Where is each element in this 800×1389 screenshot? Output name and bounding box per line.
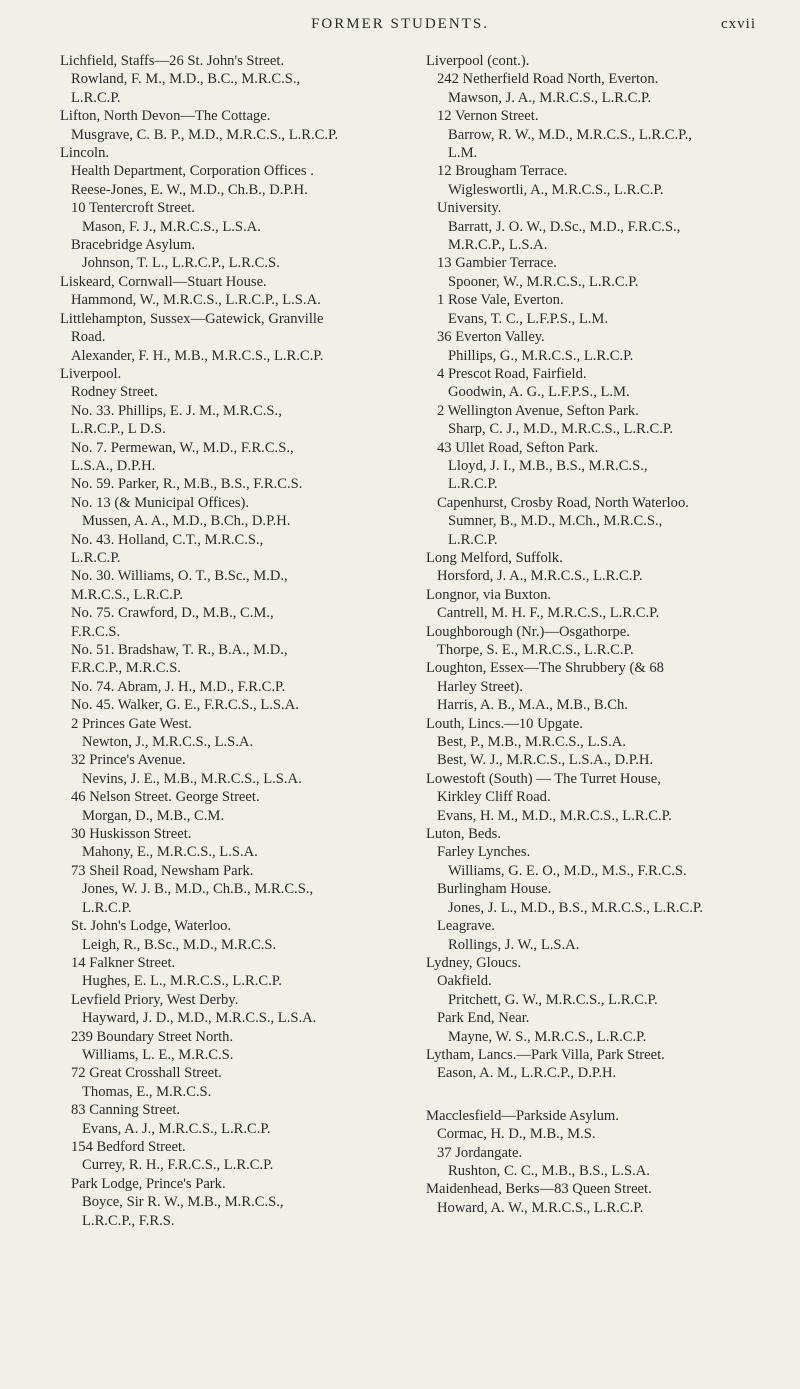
entry-subline: L.M. bbox=[448, 145, 478, 162]
entry-line: University. bbox=[437, 200, 502, 217]
entry-line: 1 Rose Vale, Everton. bbox=[437, 292, 564, 309]
entry-line: No. 33. Phillips, E. J. M., M.R.C.S., bbox=[71, 402, 282, 419]
entry-subline: Jones, J. L., M.D., B.S., M.R.C.S., L.R.C.P. bbox=[448, 899, 704, 916]
entry-subline: Mahony, E., M.R.C.S., L.S.A. bbox=[82, 844, 258, 861]
entry-line: 43 Ullet Road, Sefton Park. bbox=[437, 439, 599, 456]
place-heading: Lifton, North Devon—The Cottage. bbox=[60, 108, 271, 125]
entry-subline: L.R.C.P. bbox=[448, 531, 498, 548]
running-header bbox=[0, 12, 800, 42]
entry-line: No. 13 (& Municipal Offices). bbox=[71, 494, 250, 511]
entry-line: Oakfield. bbox=[437, 973, 492, 990]
entry-line: Cormac, H. D., M.B., M.S. bbox=[437, 1126, 596, 1143]
entry-subline: Mussen, A. A., M.D., B.Ch., D.P.H. bbox=[82, 513, 291, 530]
entry-line: Howard, A. W., M.R.C.S., L.R.C.P. bbox=[437, 1199, 644, 1216]
right-column bbox=[426, 52, 766, 1217]
entry-line: L.R.C.P. bbox=[71, 549, 121, 566]
place-heading: Lydney, Gloucs. bbox=[426, 954, 522, 971]
entry-subline: Evans, T. C., L.F.P.S., L.M. bbox=[448, 310, 609, 327]
entry-line: Reese-Jones, E. W., M.D., Ch.B., D.P.H. bbox=[71, 181, 308, 198]
entry-line: 154 Bedford Street. bbox=[71, 1138, 186, 1155]
entry-subline: Jones, W. J. B., M.D., Ch.B., M.R.C.S., bbox=[82, 881, 314, 898]
place-heading: Loughton, Essex—The Shrubbery (& 68 bbox=[426, 660, 664, 677]
entry-subline: Johnson, T. L., L.R.C.P., L.R.C.S. bbox=[82, 255, 280, 272]
entry-line: Park Lodge, Prince's Park. bbox=[71, 1175, 226, 1192]
entry-line: Evans, H. M., M.D., M.R.C.S., L.R.C.P. bbox=[437, 807, 672, 824]
entry-line: Health Department, Corporation Offices . bbox=[71, 163, 314, 180]
entry-line: Harley Street). bbox=[437, 678, 523, 695]
entry-line: M.R.C.S., L.R.C.P. bbox=[71, 586, 183, 603]
entry-line: Leagrave. bbox=[437, 918, 495, 935]
place-heading: Macclesfield—Parkside Asylum. bbox=[426, 1107, 619, 1124]
entry-line: Hammond, W., M.R.C.S., L.R.C.P., L.S.A. bbox=[71, 292, 321, 309]
entry-subline: Mayne, W. S., M.R.C.S., L.R.C.P. bbox=[448, 1028, 647, 1045]
entry-line: No. 51. Bradshaw, T. R., B.A., M.D., bbox=[71, 642, 288, 658]
entry-subline: Barratt, J. O. W., D.Sc., M.D., F.R.C.S., bbox=[448, 218, 681, 235]
place-heading: Loughborough (Nr.)—Osgathorpe. bbox=[426, 623, 630, 640]
place-heading: Maidenhead, Berks—83 Queen Street. bbox=[426, 1181, 652, 1198]
entry-line: 242 Netherfield Road North, Everton. bbox=[437, 71, 659, 88]
entry-line: Horsford, J. A., M.R.C.S., L.R.C.P. bbox=[437, 568, 643, 585]
entry-line: Alexander, F. H., M.B., M.R.C.S., L.R.C.P. bbox=[71, 347, 324, 364]
entry-subline: Barrow, R. W., M.D., M.R.C.S., L.R.C.P., bbox=[448, 126, 692, 143]
entry-line: F.R.C.S. bbox=[71, 623, 121, 640]
entry-subline: Mawson, J. A., M.R.C.S., L.R.C.P. bbox=[448, 89, 652, 106]
place-heading: Longnor, via Buxton. bbox=[426, 586, 552, 603]
place-heading: Lytham, Lancs.—Park Villa, Park Street. bbox=[426, 1046, 665, 1063]
entry-line: 12 Vernon Street. bbox=[437, 108, 539, 125]
entry-line: 36 Everton Valley. bbox=[437, 329, 545, 346]
entry-line: 83 Canning Street. bbox=[71, 1102, 181, 1119]
page-number: cxvii bbox=[721, 16, 756, 32]
entry-line: F.R.C.P., M.R.C.S. bbox=[71, 660, 181, 677]
entry-line: Thorpe, S. E., M.R.C.S., L.R.C.P. bbox=[437, 642, 634, 658]
place-heading: Long Melford, Suffolk. bbox=[426, 549, 563, 566]
entry-subline: Thomas, E., M.R.C.S. bbox=[82, 1083, 212, 1100]
left-column bbox=[60, 52, 390, 1230]
entry-line: Burlingham House. bbox=[437, 881, 552, 898]
entry-line: 12 Brougham Terrace. bbox=[437, 163, 568, 180]
entry-line: 37 Jordangate. bbox=[437, 1144, 523, 1161]
entry-subline: Sumner, B., M.D., M.Ch., M.R.C.S., bbox=[448, 513, 663, 530]
place-heading: Lichfield, Staffs—26 St. John's Street. bbox=[60, 53, 285, 69]
entry-subline: Rollings, J. W., L.S.A. bbox=[448, 936, 580, 953]
entry-subline: Mason, F. J., M.R.C.S., L.S.A. bbox=[82, 218, 261, 235]
entry-line: No. 59. Parker, R., M.B., B.S., F.R.C.S. bbox=[71, 476, 303, 493]
entry-subline: Hayward, J. D., M.D., M.R.C.S., L.S.A. bbox=[82, 1010, 317, 1027]
entry-line: 73 Sheil Road, Newsham Park. bbox=[71, 862, 254, 879]
entry-line: Farley Lynches. bbox=[437, 844, 531, 861]
entry-subline: Nevins, J. E., M.B., M.R.C.S., L.S.A. bbox=[82, 770, 302, 787]
entry-line: 14 Falkner Street. bbox=[71, 954, 176, 971]
entry-subline: Pritchett, G. W., M.R.C.S., L.R.C.P. bbox=[448, 991, 658, 1008]
entry-line: 2 Wellington Avenue, Sefton Park. bbox=[437, 402, 639, 419]
entry-line: 46 Nelson Street. George Street. bbox=[71, 789, 260, 806]
entry-subline: Spooner, W., M.R.C.S., L.R.C.P. bbox=[448, 273, 639, 290]
entry-subline: L.R.C.P. bbox=[82, 899, 132, 916]
entry-subline: Williams, L. E., M.R.C.S. bbox=[82, 1046, 234, 1063]
place-heading: Liverpool. bbox=[60, 365, 122, 382]
entry-line: Best, P., M.B., M.R.C.S., L.S.A. bbox=[437, 734, 626, 751]
entry-subline: L.R.C.P. bbox=[448, 476, 498, 493]
entry-line: 13 Gambier Terrace. bbox=[437, 255, 557, 272]
entry-subline: Hughes, E. L., M.R.C.S., L.R.C.P. bbox=[82, 973, 282, 990]
place-heading: Lincoln. bbox=[60, 145, 110, 162]
entry-subline: Newton, J., M.R.C.S., L.S.A. bbox=[82, 734, 254, 751]
entry-line: 10 Tentercroft Street. bbox=[71, 200, 195, 217]
entry-line: No. 45. Walker, G. E., F.R.C.S., L.S.A. bbox=[71, 697, 299, 714]
entry-line: Best, W. J., M.R.C.S., L.S.A., D.P.H. bbox=[437, 752, 654, 769]
entry-subline: Morgan, D., M.B., C.M. bbox=[82, 807, 225, 824]
place-heading: Luton, Beds. bbox=[426, 826, 501, 843]
entry-line: 239 Boundary Street North. bbox=[71, 1028, 234, 1045]
entry-line: 72 Great Crosshall Street. bbox=[71, 1065, 222, 1082]
entry-line: Park End, Near. bbox=[437, 1010, 530, 1027]
entry-subline: Sharp, C. J., M.D., M.R.C.S., L.R.C.P. bbox=[448, 421, 674, 438]
entry-line: 30 Huskisson Street. bbox=[71, 826, 192, 843]
entry-subline: Phillips, G., M.R.C.S., L.R.C.P. bbox=[448, 347, 634, 364]
place-heading: Liverpool (cont.). bbox=[426, 53, 530, 69]
entry-line: L.R.C.P., L D.S. bbox=[71, 421, 166, 438]
entry-line: No. 30. Williams, O. T., B.Sc., M.D., bbox=[71, 568, 288, 585]
entry-line: Levfield Priory, West Derby. bbox=[71, 991, 239, 1008]
entry-line: No. 74. Abram, J. H., M.D., F.R.C.P. bbox=[71, 678, 286, 695]
entry-subline: Wigleswortli, A., M.R.C.S., L.R.C.P. bbox=[448, 181, 664, 198]
entry-line: Musgrave, C. B. P., M.D., M.R.C.S., L.R.C.P. bbox=[71, 126, 339, 143]
place-heading: Littlehampton, Sussex—Gatewick, Granville bbox=[60, 310, 324, 327]
running-title: FORMER STUDENTS. bbox=[311, 16, 489, 32]
entry-subline: Currey, R. H., F.R.C.S., L.R.C.P. bbox=[82, 1157, 274, 1174]
entry-subline: Lloyd, J. I., M.B., B.S., M.R.C.S., bbox=[448, 457, 648, 474]
entry-line: Bracebridge Asylum. bbox=[71, 237, 196, 254]
entry-line: No. 7. Permewan, W., M.D., F.R.C.S., bbox=[71, 439, 294, 456]
entry-line: 2 Princes Gate West. bbox=[71, 715, 192, 732]
entry-line: Road. bbox=[71, 329, 106, 346]
entry-line: 32 Prince's Avenue. bbox=[71, 752, 186, 769]
entry-line: L.R.C.P. bbox=[71, 89, 121, 106]
entry-subline: Boyce, Sir R. W., M.B., M.R.C.S., bbox=[82, 1194, 284, 1211]
entry-line: L.S.A., D.P.H. bbox=[71, 457, 156, 474]
entry-line: Rowland, F. M., M.D., B.C., M.R.C.S., bbox=[71, 71, 301, 88]
entry-line: Rodney Street. bbox=[71, 384, 158, 401]
place-heading: Liskeard, Cornwall—Stuart House. bbox=[60, 273, 267, 290]
section-gap bbox=[426, 1083, 766, 1107]
entry-line: Kirkley Cliff Road. bbox=[437, 789, 551, 806]
entry-subline: Leigh, R., B.Sc., M.D., M.R.C.S. bbox=[82, 936, 277, 953]
entry-line: Cantrell, M. H. F., M.R.C.S., L.R.C.P. bbox=[437, 605, 660, 622]
place-heading: Lowestoft (South) — The Turret House, bbox=[426, 770, 661, 787]
entry-line: Capenhurst, Crosby Road, North Waterloo. bbox=[437, 494, 689, 511]
place-heading: Louth, Lincs.—10 Upgate. bbox=[426, 715, 583, 732]
entry-line: 4 Prescot Road, Fairfield. bbox=[437, 365, 587, 382]
entry-line: No. 75. Crawford, D., M.B., C.M., bbox=[71, 605, 274, 622]
entry-subline: L.R.C.P., F.R.S. bbox=[82, 1212, 175, 1229]
entry-subline: Evans, A. J., M.R.C.S., L.R.C.P. bbox=[82, 1120, 271, 1137]
entry-subline: Rushton, C. C., M.B., B.S., L.S.A. bbox=[448, 1162, 650, 1179]
entry-line: No. 43. Holland, C.T., M.R.C.S., bbox=[71, 531, 264, 548]
entry-subline: Goodwin, A. G., L.F.P.S., L.M. bbox=[448, 384, 630, 401]
entry-line: St. John's Lodge, Waterloo. bbox=[71, 918, 232, 935]
entry-subline: M.R.C.P., L.S.A. bbox=[448, 237, 548, 254]
entry-line: Harris, A. B., M.A., M.B., B.Ch. bbox=[437, 697, 628, 714]
entry-line: Eason, A. M., L.R.C.P., D.P.H. bbox=[437, 1065, 617, 1082]
entry-subline: Williams, G. E. O., M.D., M.S., F.R.C.S. bbox=[448, 862, 687, 879]
